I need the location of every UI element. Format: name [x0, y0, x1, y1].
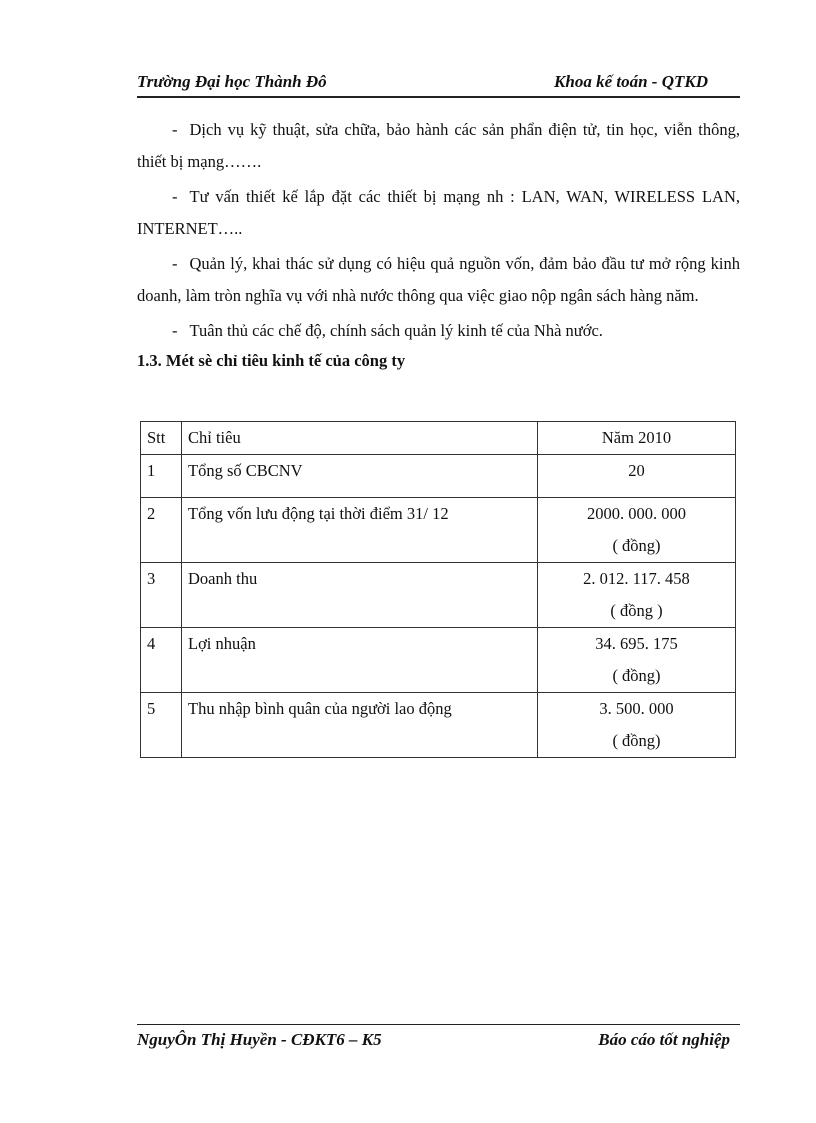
row-indicator: Tổng số CBCNV — [182, 455, 538, 498]
row-value — [538, 563, 736, 628]
table-header-row — [141, 422, 736, 455]
paragraph-services-network — [137, 181, 740, 245]
row-indicator: Thu nhập bình quân của người lao động — [182, 693, 538, 758]
economic-indicators-table — [140, 421, 736, 758]
value-amount: 3. 500. 000 — [599, 699, 674, 718]
value-unit: ( đồng) — [612, 666, 661, 685]
row-stt: 5 — [141, 693, 182, 758]
bullet-dash: - — [172, 254, 178, 273]
table-row — [141, 628, 736, 693]
section-title: 1.3. Mét sè chỉ tiêu kinh tế của công ty — [137, 351, 406, 370]
value-amount: 34. 695. 175 — [595, 634, 678, 653]
bullet-dash: - — [172, 321, 178, 340]
paragraph-text: Dịch vụ kỹ thuật, sửa chữa, bảo hành các sản phẩn điện tử, tin học, viễn thông, thiết bị mạng……. — [137, 120, 740, 171]
row-stt: 2 — [141, 498, 182, 563]
row-stt: 1 — [141, 455, 182, 498]
paragraph-text: Tư vấn thiết kế lắp đặt các thiết bị mạng nh : LAN, WAN, WIRELESS LAN, INTERNET….. — [137, 187, 740, 238]
table-row — [141, 563, 736, 628]
value-amount: 2000. 000. 000 — [587, 504, 686, 523]
page-content — [137, 114, 740, 376]
header-year: Năm 2010 — [538, 422, 736, 455]
row-indicator: Doanh thu — [182, 563, 538, 628]
paragraph-text: Quản lý, khai thác sử dụng có hiệu quả nguồn vốn, đảm bảo đầu tư mở rộng kinh doanh, làm tròn nghĩa vụ với nhà nước thông qua việc giao nộp ngân sách hàng năm. — [137, 254, 740, 305]
header-stt: Stt — [141, 422, 182, 455]
table-row — [141, 693, 736, 758]
row-value — [538, 628, 736, 693]
paragraph-services-technical — [137, 114, 740, 178]
header-school-name: Trường Đại học Thành Đô — [137, 72, 327, 91]
header-faculty-name: Khoa kế toán - QTKD — [554, 72, 708, 91]
value-unit: ( đồng) — [612, 536, 661, 555]
row-indicator: Lợi nhuận — [182, 628, 538, 693]
table-row — [141, 498, 736, 563]
paragraph-text: Tuân thủ các chế độ, chính sách quản lý kinh tế của Nhà nước. — [189, 321, 603, 340]
row-value — [538, 455, 736, 498]
value-amount: 2. 012. 117. 458 — [583, 569, 690, 588]
row-value — [538, 498, 736, 563]
page-footer — [137, 1024, 740, 1055]
paragraph-capital-management — [137, 248, 740, 312]
row-indicator: Tổng vốn lưu động tại thời điểm 31/ 12 — [182, 498, 538, 563]
row-stt: 3 — [141, 563, 182, 628]
header-indicator: Chỉ tiêu — [182, 422, 538, 455]
bullet-dash: - — [172, 120, 178, 139]
page-header — [137, 70, 740, 98]
value-unit: ( đồng) — [612, 731, 661, 750]
value-amount: 20 — [628, 461, 645, 480]
value-unit: ( đồng ) — [610, 601, 663, 620]
footer-report-title: Báo cáo tốt nghiệp — [598, 1030, 730, 1049]
paragraph-compliance — [137, 315, 740, 347]
row-value — [538, 693, 736, 758]
bullet-dash: - — [172, 187, 178, 206]
table-row — [141, 455, 736, 498]
row-stt: 4 — [141, 628, 182, 693]
footer-author: NguyÔn Thị Huyền - CĐKT6 – K5 — [137, 1030, 382, 1049]
